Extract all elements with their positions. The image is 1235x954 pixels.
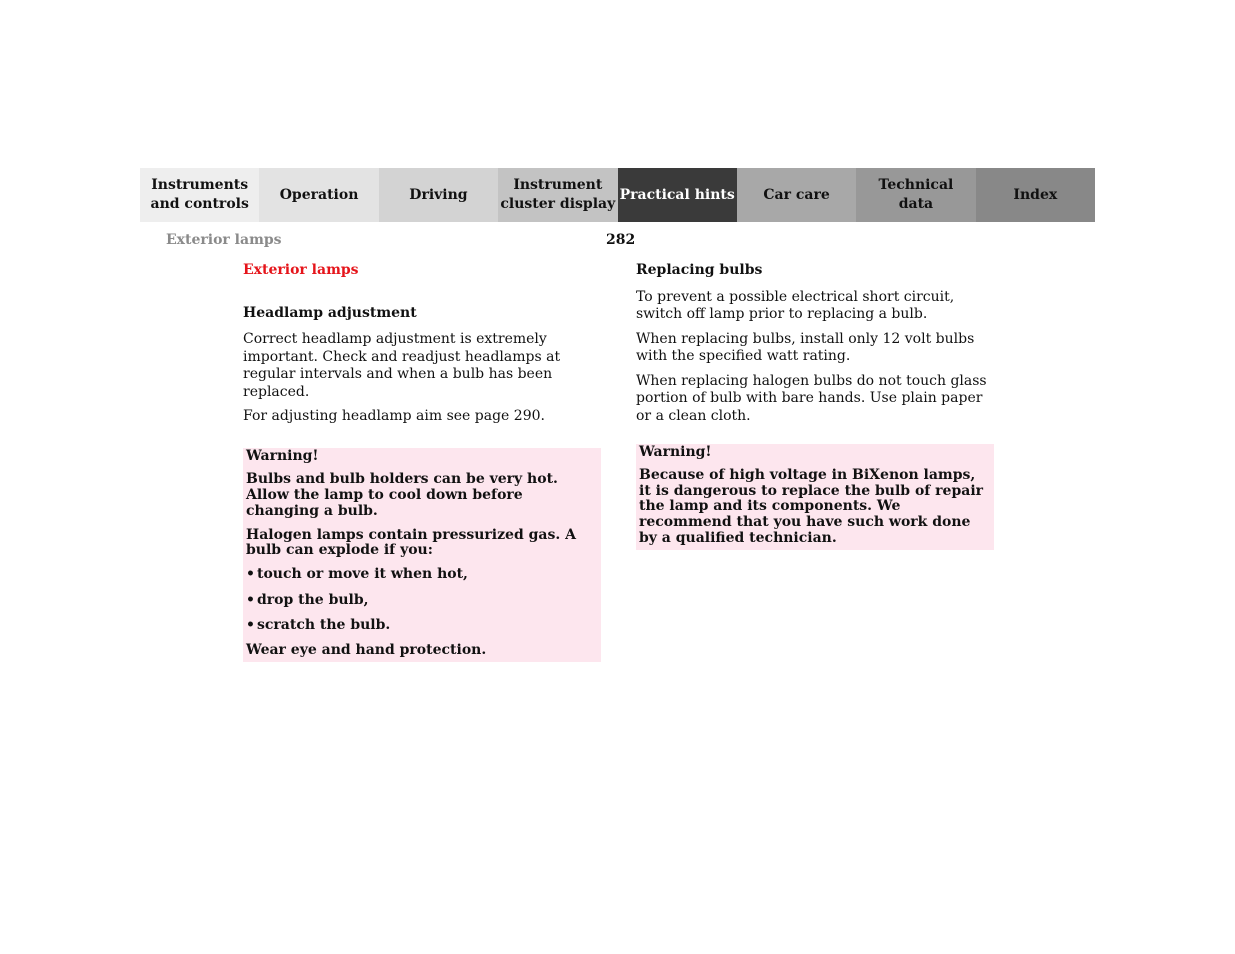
tab-label: Technical data [878,177,954,212]
tab-label: Practical hints [619,186,735,203]
tab-label: Driving [409,186,468,203]
tab-index[interactable] [976,168,1095,222]
list-item-text: drop the bulb, [257,591,369,608]
list-item [246,618,597,634]
bullet-icon: • [246,591,255,608]
warning-text: Wear eye and hand protection. [246,642,487,659]
bixenon-warning [636,444,994,550]
tab-label: Operation [279,186,359,203]
headlamp-aim-reference: For adjusting headlamp aim see page 290. [243,408,545,424]
page-number: 282 [606,232,636,248]
warning-text: Halogen lamps contain pressurized gas. A bulb can explode if you: [246,526,576,559]
bullet-icon: • [246,566,255,583]
replacing-bulbs-text: To prevent a possible electrical short circuit, switch off lamp prior to replacing a bulb. [636,288,955,322]
tab-car-care[interactable] [737,168,856,222]
page-title: Exterior lamps [243,262,359,278]
list-item [246,593,597,609]
warning-bullet-list [246,567,597,633]
warning-text: Because of high voltage in BiXenon lamps, it is dangerous to replace the bulb of repair the lamp and its components. We recommend that you have such work done by a qualified technician. [639,466,984,546]
list-item-text: scratch the bulb. [257,616,391,633]
warning-text: Bulbs and bulb holders can be very hot. Allow the lamp to cool down before changing a bulb. [246,471,558,519]
right-column [636,262,994,550]
headlamp-adjustment-text: Correct headlamp adjustment is extremely important. Check and readjust headlamps at regular intervals and when a bulb has been replaced. [243,331,561,400]
tab-practical-hints[interactable] [618,168,737,222]
tab-instrument-cluster-display[interactable] [498,168,617,222]
tab-label: Car care [763,186,830,203]
warning-title: Warning! [246,447,319,464]
tab-instruments-and-controls[interactable] [140,168,259,222]
list-item [246,567,597,583]
replacing-bulbs-text: When replacing halogen bulbs do not touch glass portion of bulb with bare hands. Use plain paper or a clean cloth. [636,372,987,424]
left-column [243,262,601,662]
section-tabs [140,168,1095,222]
replacing-bulbs-heading: Replacing bulbs [636,262,763,278]
hot-bulb-warning [243,448,601,662]
tab-driving[interactable] [379,168,498,222]
tab-label: Instrument cluster display [500,177,616,212]
tab-operation[interactable] [259,168,378,222]
tab-technical-data[interactable] [856,168,975,222]
replacing-bulbs-text: When replacing bulbs, install only 12 volt bulbs with the specified watt rating. [636,330,975,364]
warning-title: Warning! [639,444,712,460]
headlamp-adjustment-heading: Headlamp adjustment [243,304,417,321]
list-item-text: touch or move it when hot, [257,566,468,583]
section-label: Exterior lamps [166,232,282,248]
bullet-icon: • [246,616,255,633]
tab-label: Instruments and controls [150,177,249,212]
tab-label: Index [1013,186,1058,203]
